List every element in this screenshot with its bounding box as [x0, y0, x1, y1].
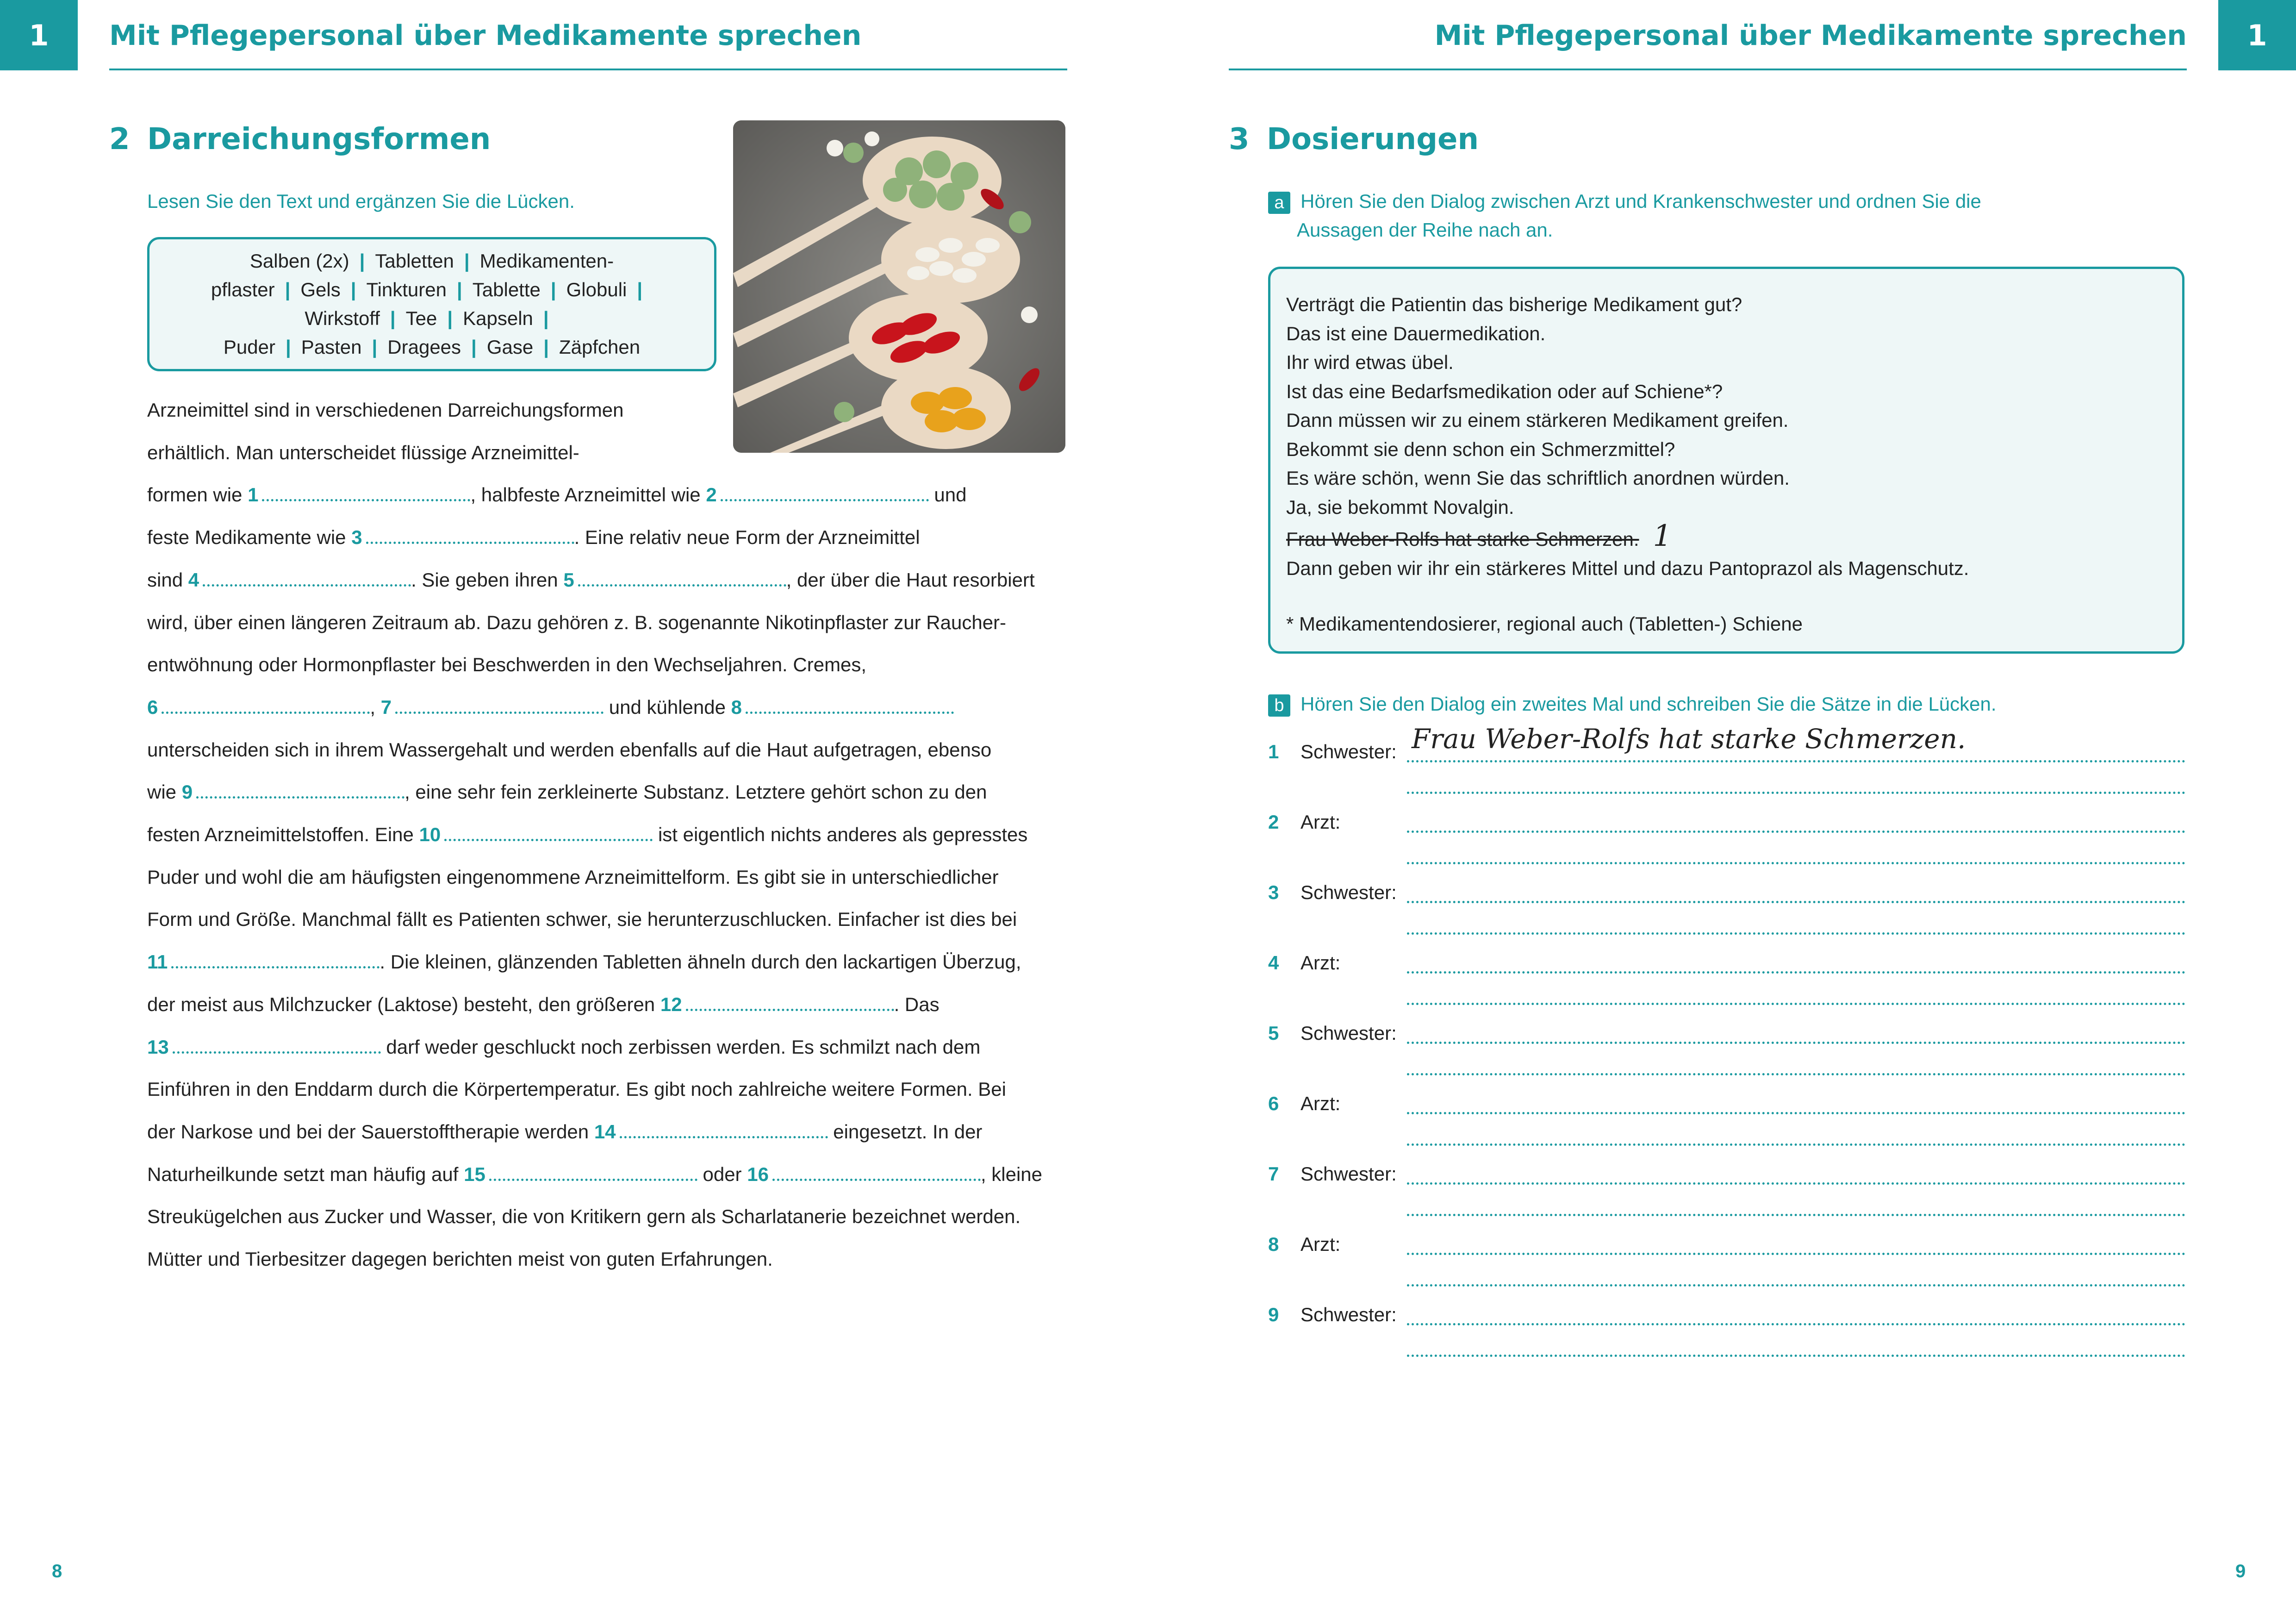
- gap-number: 14: [594, 1120, 616, 1143]
- word-bank-item: pflaster: [211, 279, 275, 300]
- answer-line[interactable]: [1407, 901, 2185, 903]
- speaker-label: Arzt:: [1300, 1093, 1341, 1114]
- dialog-sentence-text: Das ist eine Dauermedikation.: [1286, 322, 1546, 344]
- dialog-sentence[interactable]: [1286, 554, 2166, 583]
- text-line: [147, 908, 1017, 931]
- word-bank-item: Kapseln: [463, 307, 533, 329]
- dialog-sentence[interactable]: [1286, 464, 2166, 493]
- word-separator: |: [471, 336, 477, 358]
- gap-blank-line[interactable]: [772, 1174, 981, 1181]
- task-b-letter: b: [1268, 694, 1290, 717]
- answer-row: [1268, 1233, 2185, 1303]
- answer-line[interactable]: [1407, 831, 2185, 833]
- word-bank: [147, 237, 716, 371]
- text-line: [147, 654, 866, 676]
- gap-number: 3: [351, 526, 362, 549]
- answer-line[interactable]: [1407, 1355, 2185, 1357]
- gap-blank-line[interactable]: [203, 580, 411, 587]
- word-bank-item: Tabletten: [375, 250, 454, 272]
- word-bank-item: Tablette: [472, 279, 541, 300]
- section-2-instruction: Lesen Sie den Text und ergänzen Sie die Lücken.: [147, 190, 575, 212]
- answer-line[interactable]: [1407, 1253, 2185, 1255]
- text-line: [147, 399, 624, 421]
- answer-line[interactable]: [1407, 760, 2185, 762]
- text-segment: entwöhnung oder Hormonpflaster bei Beschwerden in den Wechseljahren. Cremes,: [147, 654, 867, 676]
- gap-blank-line[interactable]: [171, 962, 380, 968]
- word-bank-item: Puder: [223, 336, 275, 358]
- gap-blank-line[interactable]: [395, 707, 604, 714]
- text-line: [147, 484, 966, 506]
- text-line: [147, 1206, 1020, 1228]
- task-b-instruction: b Hören Sie den Dialog ein zweites Mal und schreiben Sie die Sätze in die Lücken.: [1268, 690, 1997, 718]
- dialog-sentence[interactable]: [1286, 493, 2166, 522]
- word-bank-item: Zäpfchen: [559, 336, 641, 358]
- answer-row: [1268, 1163, 2185, 1232]
- dialog-sentence[interactable]: [1286, 319, 2166, 349]
- dialog-sentence-text: Dann müssen wir zu einem stärkeren Medikament greifen.: [1286, 409, 1789, 431]
- gap-blank-line[interactable]: [173, 1047, 381, 1054]
- dialog-sentence[interactable]: [1286, 290, 2166, 319]
- gap-15[interactable]: [464, 1163, 697, 1186]
- speaker-label: Schwester:: [1300, 741, 1397, 762]
- word-separator: |: [637, 279, 643, 300]
- text-segment: , der über die Haut resorbiert: [786, 568, 1035, 591]
- text-segment: feste Medikamente wie: [147, 526, 352, 549]
- dialog-sentence[interactable]: [1286, 377, 2166, 406]
- gap-14[interactable]: [594, 1121, 828, 1143]
- gap-number: 10: [419, 824, 441, 845]
- gap-16[interactable]: [747, 1163, 981, 1186]
- dialog-sentence[interactable]: [1286, 348, 2166, 377]
- answer-row-number: 4: [1268, 952, 1279, 974]
- dialog-sentence-text: Ja, sie bekommt Novalgin.: [1286, 496, 1514, 518]
- text-segment: Mütter und Tierbesitzer dagegen berichten meist von guten Erfahrungen.: [147, 1248, 773, 1270]
- gap-2[interactable]: [706, 484, 928, 506]
- text-line: [147, 569, 1035, 591]
- text-segment: ist eigentlich nichts anderes als gepresstes: [653, 824, 1028, 845]
- text-segment: wie: [147, 781, 182, 803]
- text-segment: Naturheilkunde setzt man häufig auf: [147, 1163, 464, 1185]
- text-segment: Streukügelchen aus Zucker und Wasser, die von Kritikern gern als Scharlatanerie bezeichnet werden.: [147, 1206, 1021, 1228]
- gap-number: 16: [747, 1163, 769, 1185]
- text-segment: Puder und wohl die am häufigsten eingenommene Arzneimittelform. Es gibt sie in unterschiedlicher: [147, 866, 999, 888]
- text-segment: festen Arzneimittelstoffen. Eine: [147, 824, 419, 845]
- gap-8[interactable]: [731, 696, 954, 718]
- medicine-spoons-photo: [733, 120, 1065, 453]
- page-number-right: 9: [2235, 1561, 2246, 1581]
- answer-row: [1268, 811, 2185, 881]
- word-separator: |: [359, 250, 365, 272]
- text-line: [147, 824, 1027, 846]
- text-line: [147, 1036, 980, 1058]
- gap-number: 15: [464, 1163, 485, 1185]
- page-number-left: 8: [52, 1561, 62, 1581]
- gap-number: 8: [731, 696, 742, 718]
- answer-row-number: 8: [1268, 1233, 1279, 1255]
- answer-row: [1268, 1093, 2185, 1162]
- gap-11[interactable]: [147, 951, 380, 973]
- answer-line[interactable]: [1407, 792, 2185, 794]
- text-segment: erhältlich. Man unterscheidet flüssige Arzneimittel-: [147, 441, 579, 463]
- text-line: [147, 526, 920, 549]
- dialog-sentence[interactable]: [1286, 519, 2166, 554]
- dialog-sentence-text: Verträgt die Patientin das bisherige Medikament gut?: [1286, 294, 1742, 315]
- word-bank-item: Globuli: [566, 279, 627, 300]
- gap-blank-line[interactable]: [489, 1174, 697, 1181]
- header-rule-right: [1229, 69, 2187, 70]
- gap-blank-line[interactable]: [578, 580, 786, 587]
- speaker-label: Arzt:: [1300, 1233, 1341, 1255]
- gap-blank-line[interactable]: [721, 494, 929, 501]
- speaker-label: Schwester:: [1300, 1022, 1397, 1044]
- gap-blank-line[interactable]: [196, 792, 404, 799]
- text-segment: Arzneimittel sind in verschiedenen Darreichungsformen: [147, 399, 624, 421]
- dialog-sentence-text: Bekommt sie denn schon ein Schmerzmittel?: [1286, 438, 1675, 460]
- task-a-letter: a: [1268, 192, 1290, 214]
- answer-line[interactable]: [1407, 862, 2185, 864]
- answer-line[interactable]: [1407, 1214, 2185, 1216]
- text-line: [147, 612, 1006, 634]
- footnote: * Medikamentendosierer, regional auch (Tabletten-) Schiene: [1286, 613, 1803, 635]
- section-2-title: 2 Darreichungsformen: [109, 122, 491, 156]
- answer-row-number: 2: [1268, 811, 1279, 833]
- text-line: [147, 866, 999, 888]
- word-separator: |: [457, 279, 462, 300]
- answer-row-number: 7: [1268, 1163, 1279, 1185]
- gap-1[interactable]: [248, 484, 470, 506]
- word-separator: |: [285, 336, 291, 358]
- gap-blank-line[interactable]: [444, 834, 653, 841]
- text-line: [147, 442, 579, 464]
- answer-row-number: 9: [1268, 1304, 1279, 1325]
- word-bank-item: Pasten: [301, 336, 362, 358]
- answer-line[interactable]: [1407, 1003, 2185, 1005]
- text-segment: eingesetzt. In der: [828, 1120, 983, 1143]
- gap-13[interactable]: [147, 1036, 381, 1058]
- text-line: [147, 1121, 982, 1143]
- section-3-title: 3 Dosierungen: [1229, 122, 1479, 156]
- answer-line[interactable]: [1407, 932, 2185, 935]
- speaker-label: Schwester:: [1300, 1163, 1397, 1185]
- word-bank-item: Wirkstoff: [305, 307, 380, 329]
- text-segment: . Die kleinen, glänzenden Tabletten ähneln durch den lackartigen Überzug,: [380, 951, 1021, 973]
- dialog-sentence-text: Es wäre schön, wenn Sie das schriftlich anordnen würden.: [1286, 467, 1790, 489]
- gap-blank-line[interactable]: [162, 707, 370, 714]
- text-line: [147, 951, 1021, 973]
- text-segment: , halbfeste Arzneimittel wie: [470, 484, 706, 506]
- gap-blank-line[interactable]: [620, 1131, 828, 1138]
- text-segment: formen wie: [147, 484, 248, 506]
- pills-illustration: [733, 120, 1065, 453]
- gap-number: 9: [181, 781, 193, 803]
- speaker-label: Schwester:: [1300, 881, 1397, 903]
- gap-number: 6: [147, 696, 158, 718]
- dialog-sentence-text: Frau Weber-Rolfs hat starke Schmerzen.: [1286, 528, 1639, 550]
- gap-10[interactable]: [419, 824, 653, 846]
- text-segment: und kühlende: [604, 696, 731, 718]
- word-bank-item: Salben (2x): [249, 250, 349, 272]
- dialog-sentences-box: [1268, 267, 2184, 654]
- gap-number: 5: [563, 568, 574, 591]
- gap-6[interactable]: [147, 696, 370, 718]
- word-separator: |: [285, 279, 291, 300]
- answer-row-number: 5: [1268, 1022, 1279, 1044]
- word-bank-item: Medikamenten-: [479, 250, 614, 272]
- running-title-left: Mit Pflegepersonal über Medikamente sprechen: [109, 19, 862, 52]
- text-segment: sind: [147, 568, 188, 591]
- text-segment: , eine sehr fein zerkleinerte Substanz. Letztere gehört schon zu den: [404, 781, 987, 803]
- gap-12[interactable]: [660, 993, 894, 1016]
- word-bank-item: Tee: [405, 307, 437, 329]
- text-segment: unterscheiden sich in ihrem Wassergehalt und werden ebenfalls auf die Haut aufgetragen, ebenso: [147, 738, 992, 761]
- answer-line[interactable]: [1407, 1284, 2185, 1287]
- answer-line[interactable]: [1407, 1323, 2185, 1325]
- gap-number: 13: [147, 1036, 169, 1058]
- chapter-tab-left: 1: [0, 0, 78, 70]
- gap-number: 4: [188, 568, 199, 591]
- word-bank-item: Tinkturen: [366, 279, 447, 300]
- word-separator: |: [350, 279, 356, 300]
- gap-4[interactable]: [188, 569, 411, 591]
- text-segment: wird, über einen längeren Zeitraum ab. Dazu gehören z. B. sogenannte Nikotinpflaster zur Raucher-: [147, 611, 1007, 633]
- answer-line[interactable]: [1407, 1042, 2185, 1044]
- answer-line[interactable]: [1407, 1073, 2185, 1075]
- text-line: [147, 739, 991, 761]
- answer-row: [1268, 1022, 2185, 1092]
- dialog-sentence[interactable]: [1286, 406, 2166, 435]
- word-separator: |: [543, 307, 549, 329]
- word-bank-line: [205, 333, 659, 362]
- dialog-sentence-text: Ihr wird etwas übel.: [1286, 351, 1454, 373]
- speaker-label: Arzt:: [1300, 952, 1341, 974]
- text-segment: der meist aus Milchzucker (Laktose) besteht, den größeren: [147, 993, 660, 1015]
- gap-blank-line[interactable]: [746, 707, 954, 714]
- text-line: [147, 781, 987, 803]
- task-a-instruction: a Hören Sie den Dialog zwischen Arzt und Krankenschwester und ordnen Sie die Aussagen der Reihe nach an.: [1268, 187, 1981, 244]
- text-segment: Form und Größe. Manchmal fällt es Patienten schwer, sie herunterzuschlucken. Einfacher ist dies bei: [147, 908, 1017, 931]
- gap-number: 2: [706, 484, 717, 506]
- answer-line[interactable]: [1407, 1143, 2185, 1146]
- answer-row: [1268, 723, 2185, 810]
- text-segment: , kleine: [980, 1163, 1043, 1185]
- gap-3[interactable]: [351, 526, 574, 549]
- text-segment: und: [928, 484, 967, 506]
- text-segment: Einführen in den Enddarm durch die Körpertemperatur. Es gibt noch zahlreiche weitere Formen. Bei: [147, 1078, 1006, 1100]
- answer-row: [1268, 881, 2185, 951]
- answer-line[interactable]: [1407, 1112, 2185, 1114]
- word-separator: |: [372, 336, 378, 358]
- gap-number: 12: [660, 993, 682, 1015]
- speaker-label: Schwester:: [1300, 1304, 1397, 1325]
- handwritten-answer: Frau Weber-Rolfs hat starke Schmerzen.: [1412, 723, 1966, 755]
- header-rule-left: [109, 69, 1067, 70]
- text-line: [147, 993, 940, 1016]
- text-segment: . Eine relativ neue Form der Arzneimittel: [574, 526, 920, 549]
- dialog-sentence-text: Ist das eine Bedarfsmedikation oder auf Schiene*?: [1286, 380, 1723, 402]
- text-line: [147, 696, 954, 718]
- speaker-label: Arzt:: [1300, 811, 1341, 833]
- word-bank-line: [205, 247, 659, 275]
- word-separator: |: [447, 307, 453, 329]
- gap-9[interactable]: [182, 781, 404, 803]
- running-title-right: Mit Pflegepersonal über Medikamente sprechen: [1434, 19, 2187, 52]
- dialog-sentence-text: Dann geben wir ihr ein stärkeres Mittel und dazu Pantoprazol als Magenschutz.: [1286, 557, 1969, 579]
- example-order-mark: 1: [1653, 519, 1672, 553]
- answer-row-number: 3: [1268, 881, 1279, 903]
- word-bank-item: Gase: [486, 336, 534, 358]
- gap-number: 1: [248, 484, 259, 506]
- word-bank-item: Dragees: [387, 336, 461, 358]
- text-line: [147, 1078, 1006, 1100]
- chapter-tab-right: 1: [2218, 0, 2296, 70]
- answer-line[interactable]: [1407, 971, 2185, 974]
- text-segment: oder: [697, 1163, 747, 1185]
- answer-line[interactable]: [1407, 1182, 2185, 1185]
- gap-7[interactable]: [381, 696, 604, 718]
- text-segment: der Narkose und bei der Sauerstofftherapie werden: [147, 1120, 594, 1143]
- gap-5[interactable]: [563, 569, 786, 591]
- answer-row: [1268, 952, 2185, 1021]
- text-segment: darf weder geschluckt noch zerbissen werden. Es schmilzt nach dem: [380, 1036, 981, 1058]
- gap-number: 7: [380, 696, 392, 718]
- gap-blank-line[interactable]: [262, 494, 470, 501]
- gap-blank-line[interactable]: [366, 537, 574, 544]
- word-bank-line: [205, 275, 659, 304]
- word-separator: |: [464, 250, 470, 272]
- dialog-sentence[interactable]: [1286, 435, 2166, 464]
- text-line: [147, 1248, 773, 1270]
- gap-number: 11: [147, 951, 168, 973]
- word-bank-line: [205, 304, 659, 333]
- answer-row-number: 1: [1268, 741, 1279, 762]
- text-segment: . Sie geben ihren: [411, 568, 564, 591]
- answer-row: [1268, 1304, 2185, 1373]
- answer-row-number: 6: [1268, 1093, 1279, 1114]
- gap-blank-line[interactable]: [686, 1004, 894, 1011]
- word-separator: |: [543, 336, 549, 358]
- word-bank-item: Gels: [300, 279, 341, 300]
- text-line: [147, 1163, 1042, 1186]
- text-segment: ,: [370, 696, 381, 718]
- word-separator: |: [550, 279, 556, 300]
- text-segment: . Das: [894, 993, 940, 1015]
- word-separator: |: [390, 307, 396, 329]
